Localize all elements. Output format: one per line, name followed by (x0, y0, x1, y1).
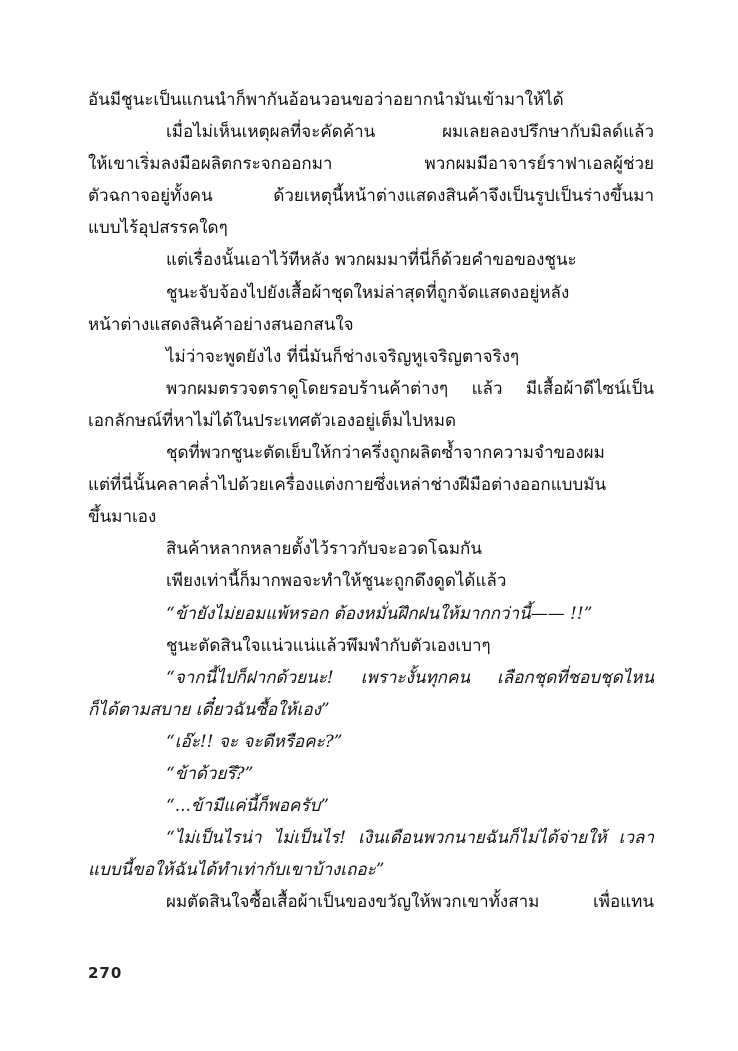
dialogue-line: “ข้าด้วยรึ?” (166, 763, 254, 784)
text-line: ผมตัดสินใจซื้อเสื้อผ้าเป็นของขวัญให้พวกเขาทั้งสาม เพื่อแทน (166, 892, 654, 913)
text-line: เอกลักษณ์ที่หาไม่ได้ในประเทศตัวเองอยู่เต็มไปหมด (88, 410, 457, 431)
text-line: พวกผมตรวจตราดูโดยรอบร้านค้าต่างๆ แล้ว มีเสื้อผ้าดีไซน์เป็น (166, 378, 654, 399)
text-line: แต่ที่นี่นั้นคลาคล่ำไปด้วยเครื่องแต่งกายซึ่งเหล่าช่างฝีมือต่างออกแบบมัน (88, 475, 607, 496)
text-line: อันมีชูนะเป็นแกนนำก็พากันอ้อนวอนขอว่าอยากนำมันเข้ามาให้ได้ (88, 90, 564, 110)
dialogue-line: ก็ได้ตามสบาย เดี๋ยวฉันซื้อให้เอง” (88, 699, 330, 720)
text-line: เพียงเท่านี้ก็มากพอจะทำให้ชูนะถูกดึงดูดได้แล้ว (166, 571, 507, 592)
dialogue-line: “เอ๊ะ!! จะ จะดีหรือคะ?” (166, 731, 343, 752)
page-number: 270 (88, 964, 123, 982)
text-line: ชูนะตัดสินใจแน่วแน่แล้วพึมพำกับตัวเองเบาๆ (166, 635, 491, 656)
text-line: ตัวฉกาจอยู่ทั้งคน ด้วยเหตุนี้หน้าต่างแสดงสินค้าจึงเป็นรูปเป็นร่างขึ้นมา (88, 186, 654, 207)
dialogue-line: “ข้ายังไม่ยอมแพ้หรอก ต้องหมั่นฝึกฝนให้มากกว่านี้—— !!” (166, 603, 593, 624)
page-body (88, 84, 654, 918)
text-line: ชุดที่พวกชูนะตัดเย็บให้กว่าครึ่งถูกผลิตซ้ำจากความจำของผม (166, 443, 605, 464)
text-line: ชูนะจับจ้องไปยังเสื้อผ้าชุดใหม่ล่าสุดที่ถูกจัดแสดงอยู่หลัง (166, 282, 570, 303)
dialogue-line: “ไม่เป็นไรน่า ไม่เป็นไร! เงินเดือนพวกนายฉันก็ไม่ได้จ่ายให้ เวลา (166, 828, 654, 849)
text-line: แต่เรื่องนั้นเอาไว้ทีหลัง พวกผมมาที่นี่ก็ด้วยคำขอของชูนะ (166, 250, 577, 271)
text-line: แบบไร้อุปสรรคใดๆ (88, 218, 228, 239)
text-line: หน้าต่างแสดงสินค้าอย่างสนอกสนใจ (88, 314, 354, 335)
dialogue-line: “...ข้ามีแค่นี้ก็พอครับ” (166, 796, 329, 817)
text-line: เมื่อไม่เห็นเหตุผลที่จะคัดค้าน ผมเลยลองปรึกษากับมิลด์แล้ว (166, 122, 654, 143)
text-line: ไม่ว่าจะพูดยังไง ที่นี่มันก็ช่างเจริญหูเจริญตาจริงๆ (166, 346, 520, 367)
dialogue-line: แบบนี้ขอให้ฉันได้ทำเท่ากับเขาบ้างเถอะ” (88, 860, 385, 881)
text-line: สินค้าหลากหลายตั้งไว้ราวกับจะอวดโฉมกัน (166, 539, 482, 560)
dialogue-line: “จากนี้ไปก็ฝากด้วยนะ! เพราะงั้นทุกคน เลือกชุดที่ชอบชุดไหน (166, 667, 654, 688)
text-line: ขึ้นมาเอง (88, 507, 157, 528)
text-line: ให้เขาเริ่มลงมือผลิตกระจกออกมา พวกผมมีอาจารย์ราฟาเอลผู้ช่วย (88, 154, 654, 175)
